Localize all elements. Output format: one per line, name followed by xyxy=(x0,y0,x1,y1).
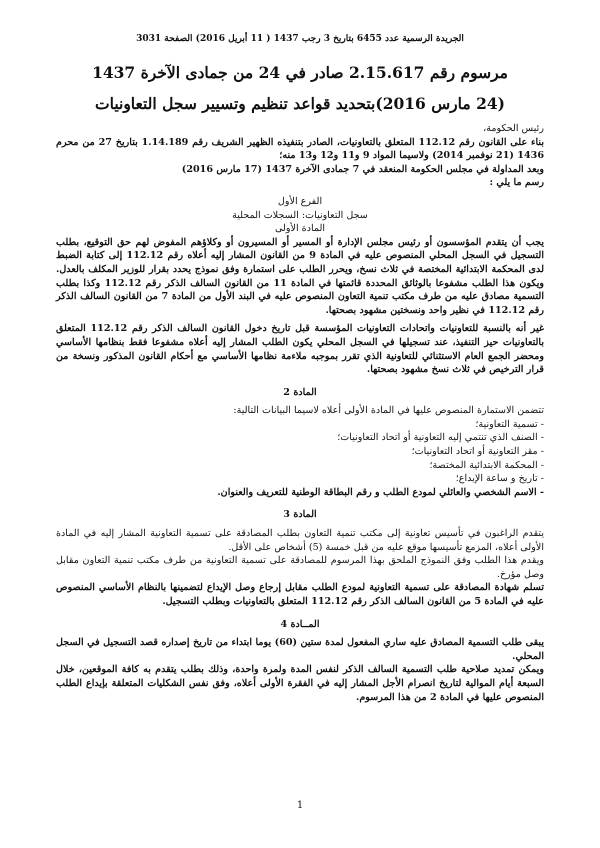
decree-title-line1: مرسوم رقم 2.15.617 صادر في 24 من جمادى الآخرة 1437 xyxy=(92,63,508,82)
article2-heading: المادة 2 xyxy=(283,386,317,398)
article3-paragraph-2: ويقدم هذا الطلب وفق النموذج الملحق بهذا المرسوم للمصادقة على تسمية التعاونية من طرف مكتب تنمية التعاون مقابل وصل مؤرخ. xyxy=(56,555,544,580)
section-label: الفرع الأول xyxy=(277,195,323,207)
preamble-deliberation: وبعد المداولة في مجلس الحكومة المنعقد في 7 جمادى الآخرة 1437 (17 مارس 2016) xyxy=(181,163,544,175)
article3-paragraph-1: يتقدم الراغبون في تأسيس تعاونية إلى مكتب تنمية التعاون بطلب المصادقة على تسمية التعاونية المشار إليه في المادة الأولى أعلاه، المزمع تأسيسها موقع عليه من قبل خمسة (5) أشخاص على الأقل. xyxy=(56,528,544,553)
article2-item: - مقر التعاونية أو اتحاد التعاونيات؛ xyxy=(411,446,544,458)
article2-item: - الاسم الشخصي والعائلي لمودع الطلب و رقم البطاقة الوطنية للتعريف والعنوان. xyxy=(217,486,544,498)
preamble-legal-basis: بناء على القانون رقم 112.12 المتعلق بالتعاونيات، الصادر بتنفيذه الظهير الشريف رقم 1.14.189 بتاريخ 27 من محرم 1436 (21 نوفمبر 2014) ولاسيما المواد 9 و11 و12 و13 منه؛ xyxy=(56,136,544,162)
article4-heading: المــادة 4 xyxy=(280,618,320,630)
article2-item: - تسمية التعاونية؛ xyxy=(475,418,544,430)
document-body xyxy=(56,122,544,704)
article4-paragraph-2: ويمكن تمديد صلاحية طلب التسمية السالف الذكر لنفس المدة ولمرة واحدة، وذلك بطلب يتقدم به كافة الموقعين، خلال السبعة أيام الموالية لتاريخ انصرام الأجل المشار إليه في الفقرة الأولى أعلاه، وفق نفس الشكليات المتعلقة بإيداع الطلب المنصوص عليها في المادة 2 من هذا المرسوم. xyxy=(56,664,544,703)
article1-heading: المادة الأولى xyxy=(274,223,326,235)
article2-item: - المحكمة الابتدائية المختصة؛ xyxy=(429,459,544,471)
gazette-header: الجريدة الرسمية عدد 6455 بتاريخ 3 رجب 1437 ( 11 أبريل 2016) الصفحة 3031 xyxy=(136,34,464,44)
article3-paragraph-3: تسلم شهادة المصادقة على تسمية التعاونية لمودع الطلب مقابل إرجاع وصل الإيداع لتضمينها بالنظام الأساسي المنصوص عليه في المادة 5 من القانون السالف الذكر رقم 112.12 المتعلق بالتعاونيات وبطلب التسجيل. xyxy=(56,582,544,607)
section-subtitle: سجل التعاونيات: السجلات المحلية xyxy=(232,209,368,221)
article2-item: - تاريخ و ساعة الإيداع؛ xyxy=(455,473,544,485)
decree-title-line2: (24 مارس 2016)بتحديد قواعد تنظيم وتسيير سجل التعاونيات xyxy=(95,94,505,113)
article3-heading: المادة 3 xyxy=(283,509,317,521)
article2-intro: تتضمن الاستمارة المنصوص عليها في المادة الأولى أعلاه لاسيما البيانات التالية: xyxy=(233,405,544,417)
page-number: 1 xyxy=(296,800,304,811)
preamble-decree-clause: رسم ما يلي : xyxy=(489,177,544,189)
article4-paragraph-1: يبقى طلب التسمية المصادق عليه ساري المفعول لمدة ستين (60) يوما ابتداء من تاريخ إصداره قصد التسجيل في السجل المحلي. xyxy=(56,637,544,662)
article1-paragraph-2: غير أنه بالنسبة للتعاونيات واتحادات التعاونيات المؤسسة قبل تاريخ دخول القانون السالف الذكر رقم 112.12 المتعلق بالتعاونيات حيز التنفيذ، عند تسجيلها في السجل المحلي يكون الطلب المشار إليه أعلاه مشفوعا فقط بنظامها الأساسي ومحضر الجمع العام الاستثنائي للتعاونية الذي تقرر بموجبه ملاءمة نظامها الأساسي مع أحكام القانون المذكور ونسخة من قرار الترخيص في ثلاث نسخ مشهود بصحتها. xyxy=(56,323,544,376)
preamble-addressee: رئيس الحكومة، xyxy=(483,123,544,134)
article1-paragraph-1: يجب أن يتقدم المؤسسون أو رئيس مجلس الإدارة أو المسير أو المسيرون أو وكلاؤهم المفوض لهم حق التوقيع، بطلب التسجيل في السجل المحلي المنصوص عليه في المادة 9 من القانون المشار إليه أعلاه رقم 112.12 إلى كتابة الضبط لدى المحكمة الابتدائية المختصة في ثلاث نسخ، ويحرر الطلب على استمارة وفق نموذج يحدد بقرار للوزير المكلف بالعدل. ويكون هذا الطلب مشفوعا بالوثائق المحددة قائمتها في المادة 11 من القانون السالف الذكر رقم 112.12 وكذا بطلب التسمية مصادق عليه من طرف مكتب تنمية التعاون المنصوص عليه في البند الأول من المادة 7 من القانون السالف الذكر رقم 112.12 في نظير واحد ونسختين مشهود بصحتها. xyxy=(56,236,545,316)
article2-item: - الصنف الذي تنتمي إليه التعاونية أو اتحاد التعاونيات؛ xyxy=(337,432,544,444)
